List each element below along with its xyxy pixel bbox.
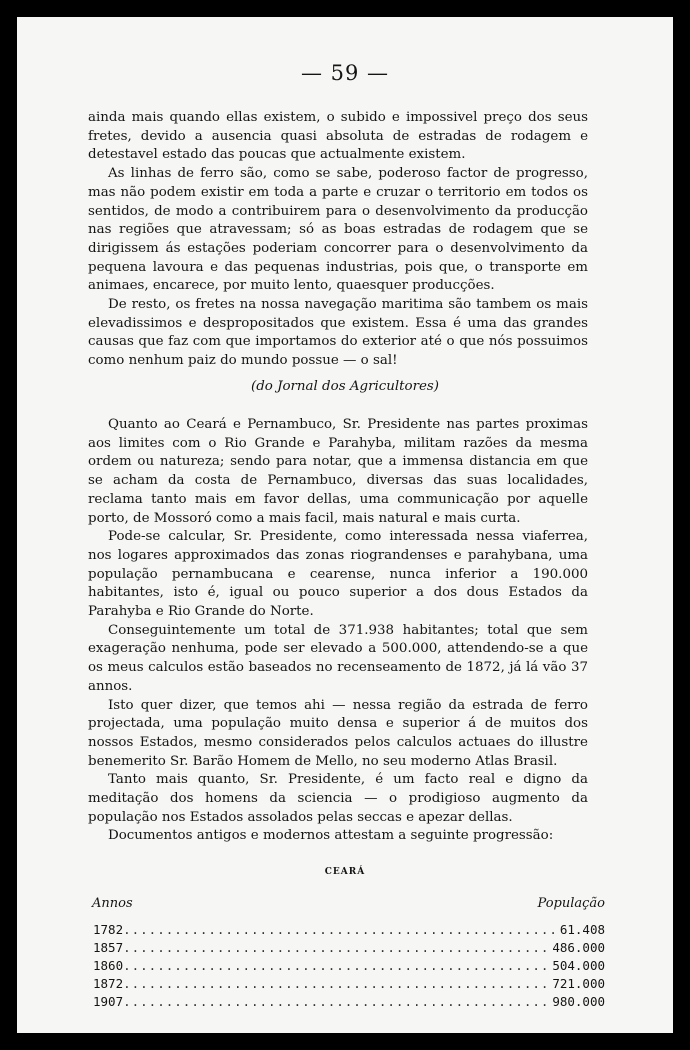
table-row (93, 922, 605, 940)
row-year: 1782 (93, 922, 124, 937)
leader-dots (123, 976, 548, 991)
column-header-population: População (537, 896, 605, 911)
row-year: 1860 (93, 958, 124, 973)
table-row (93, 958, 605, 976)
table-row (93, 940, 605, 958)
paragraph: As linhas de ferro são, como se sabe, poderoso factor de progresso, mas não podem existir em toda a parte e cruzar o territorio em todos os sentidos, de modo a contribuirem para o desenvolvimento da producção nas regiões que atravessam; só as boas estradas de rodagem que se dirigissem ás estações poderiam concorrer para o desenvolvimento da pequena lavoura e das pequenas industrias, pois que, o transporte em animaes, encarece, por muito lento, quaesquer producções. (88, 166, 588, 294)
document-page (17, 17, 673, 1033)
leader-dots (123, 940, 548, 955)
paragraph: Quanto ao Ceará e Pernambuco, Sr. Presidente nas partes proximas aos limites com o Rio Grande e Parahyba, militam razões da mesma ordem ou natureza; sendo para notar, que a immensa distancia em que se acham da costa de Pernambuco, diversas das suas localidades, reclama tanto mais em favor dellas, uma communicação por aquelle porto, de Mossoró como a mais facil, mais natural e mais curta. (88, 417, 588, 526)
paragraph: Pode-se calcular, Sr. Presidente, como interessada nessa viaferrea, nos logares approximados das zonas riograndenses e parahybana, uma população pernambucana e cearense, nunca inferior a 190.000 habitantes, isto é, igual ou pouco superior a dos dous Estados da Parahyba e Rio Grande do Norte. (88, 529, 588, 620)
row-population: 61.408 (559, 922, 605, 937)
row-population: 486.000 (552, 940, 605, 955)
paragraph: Tanto mais quanto, Sr. Presidente, é um facto real e digno da meditação dos homens da sciencia — o prodigioso augmento da população nos Estados assolados pelas seccas e apezar dellas. (88, 772, 588, 825)
population-table (93, 922, 605, 1012)
text-block-main (88, 416, 588, 846)
table-row (93, 994, 605, 1012)
page-number: — 59 — (300, 61, 390, 85)
text-block-top (88, 109, 588, 371)
paragraph: De resto, os fretes na nossa navegação maritima são tambem os mais elevadissimos e despropositados que existem. Essa é uma das grandes causas que faz com que importamos do exterior até o que nós possuimos como nenhum paiz do mundo possue — o sal! (88, 297, 588, 369)
paragraph: Conseguintemente um total de 371.938 habitantes; total que sem exageração nenhuma, pode ser elevado a 500.000, attendendo-se a que os meus calculos estão baseados no recenseamento de 1872, já lá vão 37 annos. (88, 622, 588, 694)
row-population: 504.000 (552, 958, 605, 973)
row-population: 980.000 (552, 994, 605, 1009)
row-year: 1857 (93, 940, 124, 955)
table-row (93, 976, 605, 994)
paragraph: ainda mais quando ellas existem, o subido e impossivel preço dos seus fretes, devido a ausencia quasi absoluta de estradas de rodagem e detestavel estado das poucas que actualmente existem. (88, 110, 588, 163)
source-attribution: (do Jornal dos Agricultores) (250, 379, 440, 394)
row-year: 1872 (93, 976, 124, 991)
leader-dots (123, 922, 556, 937)
leader-dots (123, 958, 548, 973)
paragraph: Documentos antigos e modernos attestam a seguinte progressão: (108, 828, 554, 844)
paragraph: Isto quer dizer, que temos ahi — nessa região da estrada de ferro projectada, uma população muito densa e superior á de muitos dos nossos Estados, mesmo considerados pelos calculos actuaes do illustre benemerito Sr. Barão Homem de Mello, no seu moderno Atlas Brasil. (88, 697, 588, 769)
column-header-year: Annos (92, 896, 133, 911)
table-title: CEARÁ (324, 867, 366, 877)
row-population: 721.000 (552, 976, 605, 991)
leader-dots (123, 994, 548, 1009)
row-year: 1907 (93, 994, 124, 1009)
